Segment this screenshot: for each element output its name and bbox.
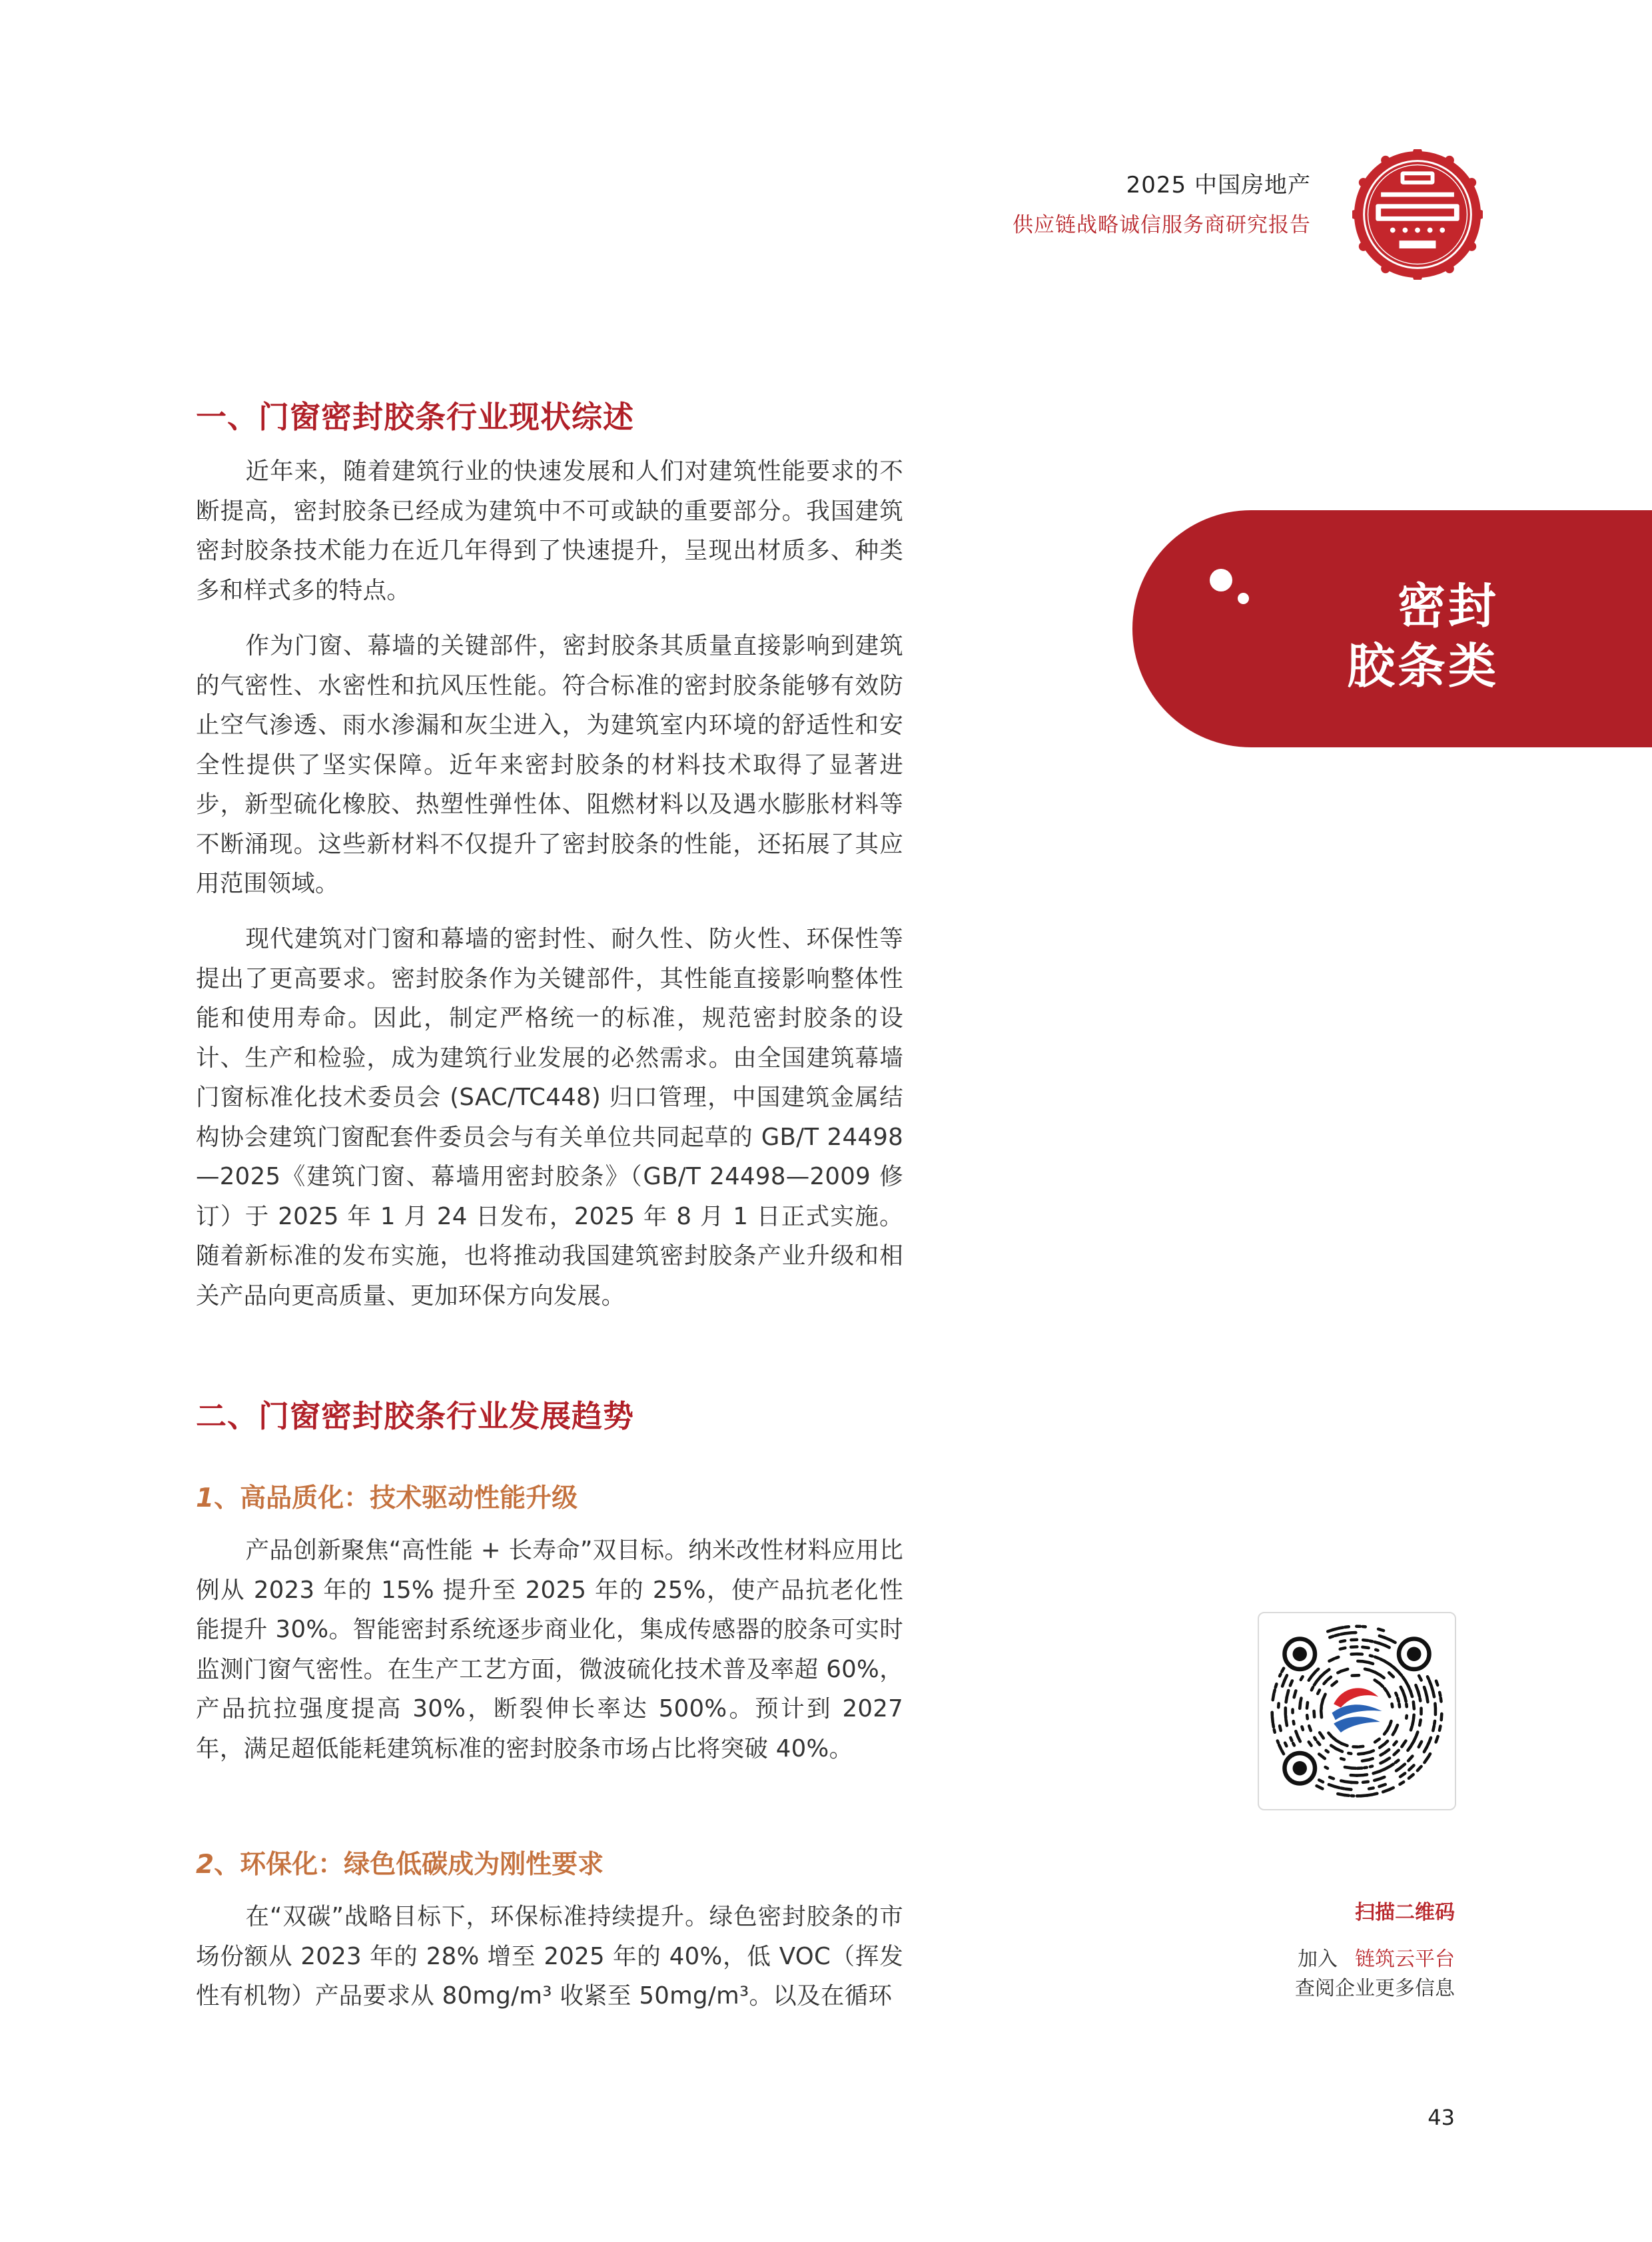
report-subtitle: 供应链战略诚信服务商研究报告 xyxy=(1013,213,1311,237)
platform-name: 链筑云平台 xyxy=(1355,1948,1455,1971)
section1-paragraph-1: 近年来，随着建筑行业的快速发展和人们对建筑性能要求的不断提高，密封胶条已经成为建筑中不可或缺的重要部分。我国建筑密封胶条技术能力在近几年得到了快速提升，呈现出材质多、种类多和样式多的特点。 xyxy=(196,458,903,604)
page-number: 43 xyxy=(1428,2105,1455,2130)
qr-code-card[interactable] xyxy=(1258,1612,1456,1810)
platform-logo-icon xyxy=(1328,1682,1386,1740)
report-year-title: 2025 中国房地产 xyxy=(1126,172,1311,198)
qr-info-text: 查阅企业更多信息 xyxy=(1295,1977,1455,2000)
category-title-line2: 胶条类 xyxy=(1346,638,1499,694)
subsection1-paragraph: 产品创新聚焦“高性能 + 长寿命”双目标。纳米改性材料应用比例从 2023 年的 15% 提升至 2025 年的 25%，使产品抗老化性能提升 30%。智能密封系统逐步商业化，集成传感器的胶条可实时监测门窗气密性。在生产工艺方面，微波硫化技术普及率超 60%，产品抗拉强度提高 30%，断裂伸长率达 500%。预计到 2027 年，满足超低能耗建筑标准的密封胶条市场占比将突破 40%。 xyxy=(196,1537,903,1762)
seal-badge xyxy=(1352,149,1483,280)
qr-join-label: 加入 xyxy=(1298,1948,1338,1971)
section2-heading: 二、门窗密封胶条行业发展趋势 xyxy=(196,1398,634,1434)
subsection2-title: 、环保化：绿色低碳成为刚性要求 xyxy=(214,1850,604,1880)
subsection2-number: 2 xyxy=(196,1850,214,1880)
decorative-dot-small xyxy=(1238,593,1249,604)
subsection2-heading xyxy=(196,1844,604,1881)
qr-caption: 扫描二维码 xyxy=(1355,1901,1455,1924)
subsection1-heading xyxy=(196,1477,578,1515)
section1-paragraph-2: 作为门窗、幕墙的关键部件，密封胶条其质量直接影响到建筑的气密性、水密性和抗风压性能。符合标准的密封胶条能够有效防止空气渗透、雨水渗漏和灰尘进入，为建筑室内环境的舒适性和安全性提供了坚实保障。近年来密封胶条的材料技术取得了显著进步，新型硫化橡胶、热塑性弹性体、阻燃材料以及遇水膨胀材料等不断涌现。这些新材料不仅提升了密封胶条的性能，还拓展了其应用范围领域。 xyxy=(196,632,903,897)
qr-code-icon xyxy=(1268,1622,1446,1800)
decorative-dot xyxy=(1210,569,1232,591)
subsection1-number: 1 xyxy=(196,1483,214,1513)
subsection2-paragraph: 在“双碳”战略目标下，环保标准持续提升。绿色密封胶条的市场份额从 2023 年的 28% 增至 2025 年的 40%，低 VOC（挥发性有机物）产品要求从 80mg/m³ 收紧至 50mg/m³。以及在循环 xyxy=(196,1903,903,2010)
section1-heading: 一、门窗密封胶条行业现状综述 xyxy=(196,399,634,435)
subsection1-title: 、高品质化：技术驱动性能升级 xyxy=(214,1483,578,1513)
section1-paragraph-3: 现代建筑对门窗和幕墙的密封性、耐久性、防火性、环保性等提出了更高要求。密封胶条作为关键部件，其性能直接影响整体性能和使用寿命。因此，制定严格统一的标准，规范密封胶条的设计、生产和检验，成为建筑行业发展的必然需求。由全国建筑幕墙门窗标准化技术委员会 (SAC/TC448) 归口管理，中国建筑金属结构协会建筑门窗配套件委员会与有关单位共同起草的 GB/T 24498—2025《建筑门窗、幕墙用密封胶条》（GB/T 24498—2009 修订）于 2025 年 1 月 24 日发布，2025 年 8 月 1 日正式实施。随着新标准的发布实施，也将推动我国建筑密封胶条产业升级和相关产品向更高质量、更加环保方向发展。 xyxy=(196,925,903,1309)
seal-logo xyxy=(1352,149,1483,280)
category-title-line1: 密封 xyxy=(1397,578,1499,634)
qr-join-line xyxy=(1266,1942,1455,1972)
